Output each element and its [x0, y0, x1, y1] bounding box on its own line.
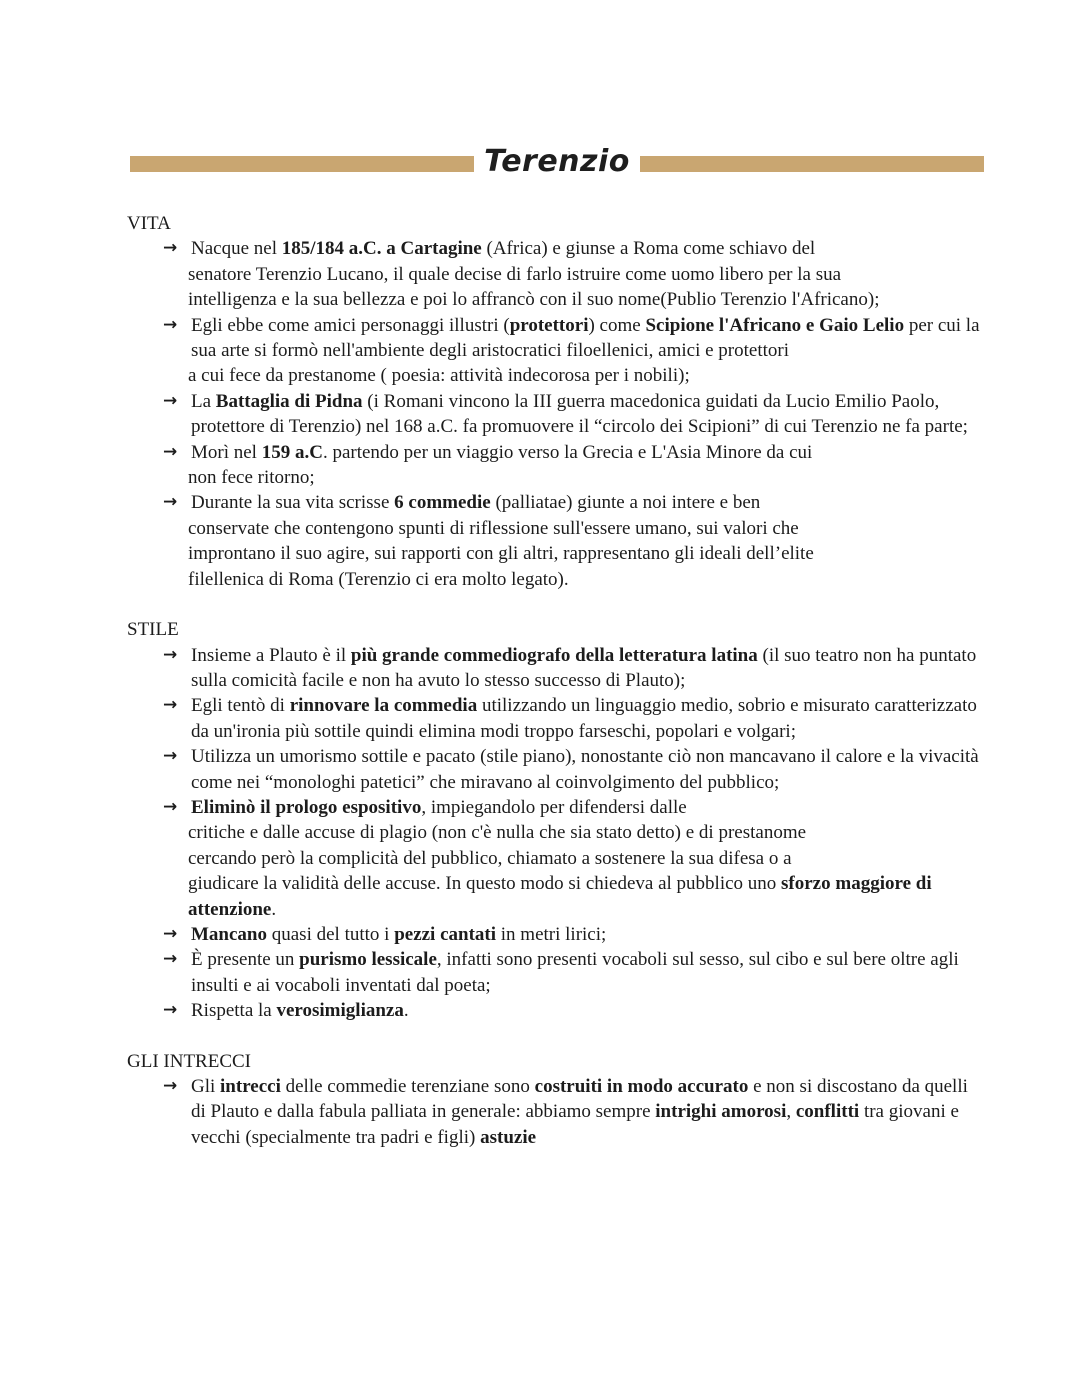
continuation-line: intelligenza e la sua bellezza e poi lo affrancò con il suo nome(Publio Terenzio l'Africano);: [188, 289, 880, 311]
bullet-item: [163, 922, 987, 947]
continuation-line: giudicare la validità delle accuse. In questo modo si chiedeva al pubblico uno sforzo maggiore di attenzione.: [188, 873, 932, 920]
section-vita: [127, 211, 987, 592]
bullet-item: [163, 490, 987, 592]
continuation-line: critiche e dalle accuse di plagio (non c'è nulla che sia stato detto) e di prestanome: [188, 822, 807, 844]
text: (i Romani vincono la III guerra macedonica guidati da Lucio Emilio Paolo, protettore di Terenzio) nel 168 a.C. fa promuovere il “circolo dei Scipioni” di cui Terenzio ne fa parte;: [191, 390, 968, 438]
bold-text: conflitti: [795, 1101, 860, 1123]
bullet-item: [163, 795, 987, 922]
text: Nacque nel: [191, 238, 282, 260]
arrow-right-icon: →: [163, 1076, 178, 1096]
text: in metri lirici;: [496, 923, 607, 945]
continuation-line: a cui fece da prestanome ( poesia: attività indecorosa per i nobili);: [188, 365, 690, 387]
text: ,: [786, 1101, 796, 1123]
arrow-right-icon: →: [163, 441, 178, 462]
title-rule-left: [130, 156, 474, 172]
section-intrecci: [127, 1049, 987, 1151]
text: Gli: [191, 1076, 221, 1097]
bold-text: 159 a.C: [261, 441, 323, 463]
bold-text: pezzi cantati: [394, 923, 497, 945]
text: Egli tentò di: [191, 695, 290, 717]
arrow-right-icon: →: [163, 746, 178, 767]
bold-text: rinnovare la commedia: [289, 695, 478, 717]
continuation-line: filellenica di Roma (Terenzio ci era molto legato).: [188, 568, 569, 590]
arrow-right-icon: →: [163, 923, 178, 944]
arrow-right-icon: →: [163, 796, 178, 817]
text: tra giovani e vecchi (specialmente tra padri e figli): [191, 1101, 959, 1148]
bold-text: purismo lessicale: [299, 949, 437, 971]
text: Durante la sua vita scrisse: [191, 492, 395, 514]
continuation-line: non fece ritorno;: [188, 467, 315, 489]
bullet-item: [163, 693, 987, 744]
bullet-item: [163, 1074, 987, 1150]
bullet-item: [163, 389, 987, 440]
bold-text: più grande commediografo della letteratura latina: [350, 644, 758, 666]
bold-text: Scipione l'Africano e Gaio Lelio: [645, 314, 905, 336]
text: (il suo teatro non ha puntato sulla comicità facile e non ha avuto lo stesso successo di Plauto);: [191, 644, 977, 691]
bullet-item: [163, 998, 987, 1023]
bold-text: astuzie: [480, 1126, 537, 1148]
bold-text: intrighi amorosi: [655, 1101, 787, 1123]
text: ) come: [588, 314, 646, 336]
bold-text: verosimiglianza: [276, 1000, 404, 1022]
text: La: [191, 390, 216, 412]
continuation-line: cercando però la complicità del pubblico, chiamato a sostenere la sua difesa o a: [188, 847, 792, 869]
bold-text: intrecci: [220, 1076, 281, 1097]
arrow-right-icon: →: [163, 314, 178, 335]
text: Insieme a Plauto è il: [191, 644, 351, 666]
arrow-right-icon: →: [163, 644, 178, 665]
bullet-item: [163, 744, 987, 795]
arrow-right-icon: →: [163, 238, 178, 259]
arrow-right-icon: →: [163, 949, 178, 970]
arrow-right-icon: →: [163, 492, 178, 513]
bullet-list-vita: [127, 236, 987, 592]
text: . partendo per un viaggio verso la Grecia e L'Asia Minore da cui: [322, 441, 813, 463]
bold-text: Mancano: [191, 923, 267, 945]
section-heading-vita: VITA: [127, 213, 171, 234]
bullet-item: [163, 440, 987, 491]
page-title: Terenzio: [484, 144, 630, 179]
bold-text: protettori: [509, 314, 589, 336]
arrow-right-icon: →: [163, 695, 178, 716]
bold-text: 6 commedie: [394, 492, 491, 514]
bold-text: costruiti in modo accurato: [534, 1076, 749, 1097]
text: utilizzando un linguaggio medio, sobrio e misurato caratterizzato da un'ironia più sottile quindi elimina modi troppo farseschi, popolari e volgari;: [191, 695, 977, 742]
text: e non si discostano da quelli di Plauto e dalla fabula palliata in generale: abbiamo sempre: [191, 1076, 968, 1123]
section-heading-stile: STILE: [127, 619, 179, 641]
text: , infatti sono presenti vocaboli sul sesso, sul cibo e sul bere oltre agli insulti e ai vocaboli inventati dal poeta;: [191, 949, 959, 996]
text: Utilizza un umorismo sottile e pacato (stile piano), nonostante ciò non mancavano il calore e la vivacità come nei “monologhi patetici” che miravano al coinvolgimento del pubblico;: [191, 746, 979, 793]
text: delle commedie terenziane sono: [280, 1076, 535, 1097]
bullet-list-intrecci: [127, 1074, 987, 1150]
text: Morì nel: [191, 441, 262, 463]
title-rule-right: [640, 156, 984, 172]
bullet-item: [163, 947, 987, 998]
text: È presente un: [191, 949, 300, 971]
text: , impiegandolo per difendersi dalle: [421, 796, 687, 818]
text: Rispetta la: [191, 1000, 277, 1022]
text: (palliatae) giunte a noi intere e ben: [490, 492, 761, 514]
text: per cui la sua arte si formò nell'ambiente degli aristocratici filoellenici, amici e protettori: [191, 314, 980, 362]
bold-text: Battaglia di Pidna: [215, 390, 363, 412]
text: quasi del tutto i: [267, 923, 395, 945]
text: .: [403, 1000, 409, 1022]
bold-text: sforzo maggiore di attenzione: [188, 873, 932, 920]
text: Egli ebbe come amici personaggi illustri (: [191, 314, 510, 336]
bullet-list-stile: [127, 643, 987, 1024]
section-heading-intrecci: GLI INTRECCI: [127, 1050, 252, 1072]
document-body: [127, 211, 987, 1150]
bullet-item: [163, 236, 987, 312]
bullet-item: [163, 313, 987, 389]
title-row: [0, 142, 1080, 182]
section-stile: [127, 617, 987, 1024]
arrow-right-icon: →: [163, 390, 178, 411]
bold-text: 185/184 a.C. a Cartagine: [281, 238, 482, 260]
continuation-line: improntano il suo agire, sui rapporti con gli altri, rappresentano gli ideali dell’elite: [188, 543, 814, 565]
text: (Africa) e giunse a Roma come schiavo del: [481, 238, 816, 260]
bullet-item: [163, 643, 987, 694]
continuation-line: senatore Terenzio Lucano, il quale decise di farlo istruire come uomo libero per la sua: [188, 263, 842, 285]
continuation-line: conservate che contengono spunti di riflessione sull'essere umano, sui valori che: [188, 517, 799, 539]
arrow-right-icon: →: [163, 1000, 178, 1021]
bold-text: Eliminò il prologo espositivo: [191, 796, 422, 818]
